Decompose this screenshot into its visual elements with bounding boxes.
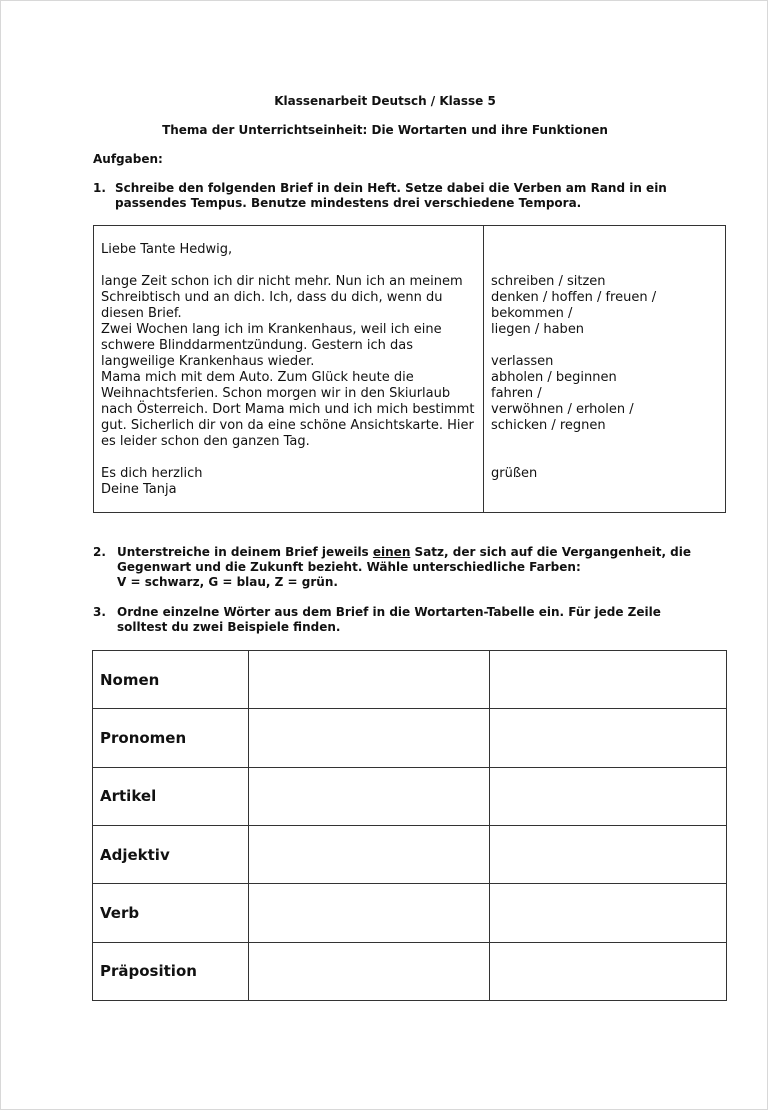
table-row bbox=[93, 825, 727, 883]
verb-hint-line: schreiben / sitzen bbox=[491, 274, 606, 289]
task-2-text-after: Satz, der sich auf die Vergangenheit, die Gegenwart und die Zukunft bezieht. Wähle unterschiedliche Farben: bbox=[117, 545, 692, 574]
wortart-label: Pronomen bbox=[93, 709, 249, 767]
letter-line bbox=[101, 450, 481, 466]
example-cell-1 bbox=[249, 942, 490, 1000]
wortart-label: Nomen bbox=[93, 651, 249, 709]
wortart-label: Verb bbox=[93, 884, 249, 942]
tasks-heading: Aufgaben: bbox=[93, 152, 163, 166]
task-3-text: Ordne einzelne Wörter aus dem Brief in die Wortarten-Tabelle ein. Für jede Zeile solltest du zwei Beispiele finden. bbox=[117, 605, 661, 634]
example-cell-2 bbox=[490, 942, 727, 1000]
verb-hint-line: verlassen bbox=[491, 354, 554, 369]
letter-line: es leider schon den ganzen Tag. bbox=[101, 434, 310, 449]
task-2-text bbox=[117, 545, 695, 590]
verb-hint-line: liegen / haben bbox=[491, 322, 585, 337]
example-cell-1 bbox=[249, 709, 490, 767]
task-2-number: 2. bbox=[93, 545, 106, 559]
task-1-text: Schreibe den folgenden Brief in dein Heft. Setze dabei die Verben am Rand in ein passendes Tempus. Benutze mindestens drei verschiedene Tempora. bbox=[115, 181, 667, 210]
letter-line bbox=[101, 258, 481, 274]
letter-line: Liebe Tante Hedwig, bbox=[101, 242, 233, 257]
table-row bbox=[93, 651, 727, 709]
task-2-underlined-word: einen bbox=[372, 545, 411, 559]
letter-line: diesen Brief. bbox=[101, 306, 182, 321]
verb-hint-line bbox=[491, 242, 721, 258]
letter-line: Weihnachtsferien. Schon morgen wir in den Skiurlaub bbox=[101, 386, 451, 401]
task-1-number: 1. bbox=[93, 181, 106, 195]
verb-hint-line: schicken / regnen bbox=[491, 418, 606, 433]
example-cell-2 bbox=[490, 767, 727, 825]
letter-line: Zwei Wochen lang ich im Krankenhaus, weil ich eine bbox=[101, 322, 442, 337]
letter-line: Es dich herzlich bbox=[101, 466, 203, 481]
letter-line: schwere Blinddarmentzündung. Gestern ich das bbox=[101, 338, 414, 353]
verb-hint-line bbox=[491, 338, 721, 354]
letter-line: Mama mich mit dem Auto. Zum Glück heute die bbox=[101, 370, 414, 385]
verb-hint-line: abholen / beginnen bbox=[491, 370, 617, 385]
example-cell-1 bbox=[249, 825, 490, 883]
task-3-number: 3. bbox=[93, 605, 106, 619]
verb-margin bbox=[491, 242, 721, 498]
letter-line: Deine Tanja bbox=[101, 482, 177, 497]
letter-text bbox=[101, 242, 481, 498]
page-title: Klassenarbeit Deutsch / Klasse 5 bbox=[274, 94, 496, 108]
letter-line: nach Österreich. Dort Mama mich und ich mich bestimmt bbox=[101, 402, 475, 417]
letter-column-divider bbox=[483, 226, 484, 512]
verb-hint-line bbox=[491, 258, 721, 274]
task-2-colors-line: V = schwarz, G = blau, Z = grün. bbox=[117, 575, 338, 589]
example-cell-2 bbox=[490, 884, 727, 942]
letter-box bbox=[93, 225, 726, 513]
wortart-label: Adjektiv bbox=[93, 825, 249, 883]
verb-hint-line: grüßen bbox=[491, 466, 538, 481]
letter-line: Schreibtisch und an dich. Ich, dass du dich, wenn du bbox=[101, 290, 443, 305]
example-cell-2 bbox=[490, 651, 727, 709]
task-2-text-before: Unterstreiche in deinem Brief jeweils bbox=[117, 545, 373, 559]
example-cell-1 bbox=[249, 651, 490, 709]
letter-line: lange Zeit schon ich dir nicht mehr. Nun ich an meinem bbox=[101, 274, 463, 289]
verb-hint-line: denken / hoffen / freuen / bbox=[491, 290, 657, 305]
letter-line: gut. Sicherlich dir von da eine schöne Ansichtskarte. Hier bbox=[101, 418, 474, 433]
table-row bbox=[93, 942, 727, 1000]
wortarten-table bbox=[92, 650, 727, 1001]
table-row bbox=[93, 709, 727, 767]
wortart-label: Artikel bbox=[93, 767, 249, 825]
example-cell-1 bbox=[249, 884, 490, 942]
example-cell-2 bbox=[490, 825, 727, 883]
wortart-label: Präposition bbox=[93, 942, 249, 1000]
example-cell-2 bbox=[490, 709, 727, 767]
verb-hint-line: bekommen / bbox=[491, 306, 573, 321]
verb-hint-line bbox=[491, 450, 721, 466]
table-row bbox=[93, 767, 727, 825]
verb-hint-line: fahren / bbox=[491, 386, 542, 401]
letter-line: langweilige Krankenhaus wieder. bbox=[101, 354, 315, 369]
verb-hint-line bbox=[491, 434, 721, 450]
page-subtitle: Thema der Unterrichtseinheit: Die Wortarten und ihre Funktionen bbox=[162, 123, 608, 137]
verb-hint-line bbox=[491, 482, 721, 498]
table-row bbox=[93, 884, 727, 942]
verb-hint-line: verwöhnen / erholen / bbox=[491, 402, 634, 417]
example-cell-1 bbox=[249, 767, 490, 825]
